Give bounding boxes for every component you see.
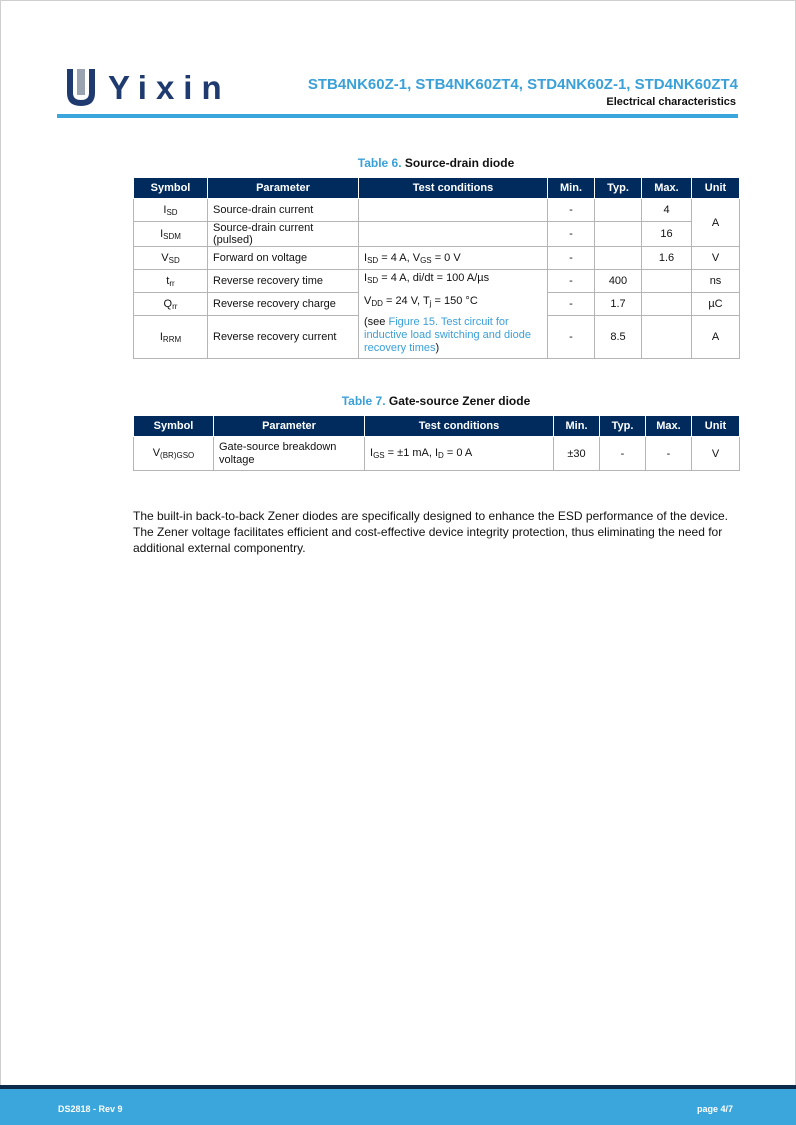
condition-line: $I_{SD} = 4$ A, di/dt = 100 A/µs — [364, 272, 490, 285]
min-cell: - — [548, 316, 595, 359]
col-header: Parameter — [214, 416, 365, 437]
typ-cell: 1.7 — [595, 293, 642, 316]
col-header: Test conditions — [359, 178, 548, 199]
conditions-cell: $I_{GS} = \pm 1$ mA, $I_D = 0$ A — [365, 437, 554, 471]
typ-cell — [595, 199, 642, 222]
typ-cell: - — [600, 437, 646, 471]
max-cell: 16 — [642, 222, 692, 247]
col-header: Min. — [548, 178, 595, 199]
table-row — [134, 437, 740, 471]
parameter-cell: Reverse recovery time — [208, 270, 359, 293]
symbol-cell: $V_{(BR)GSO}$ — [134, 437, 214, 471]
source-drain-diode-table — [133, 177, 740, 359]
unit-cell: µC — [692, 293, 740, 316]
conditions-cell — [359, 270, 548, 359]
col-header: Typ. — [600, 416, 646, 437]
min-cell: - — [548, 199, 595, 222]
table6-caption — [133, 156, 739, 170]
col-header: Max. — [642, 178, 692, 199]
logo-text: Yixin — [108, 69, 231, 106]
gate-source-zener-table — [133, 415, 740, 471]
col-header: Unit — [692, 416, 740, 437]
table-header-row — [134, 178, 740, 199]
conditions-cell — [359, 199, 548, 222]
min-cell: ±30 — [554, 437, 600, 471]
table6-title: Source-drain diode — [404, 156, 515, 170]
min-cell: - — [548, 293, 595, 316]
condition-line: $V_{DD} = 24$ V, $T_j = 150$ °C — [364, 295, 478, 308]
table-row — [134, 222, 740, 247]
table7-caption — [133, 394, 739, 408]
conditions-cell: $I_{SD} = 4$ A, $V_{GS} = 0$ V — [359, 247, 548, 270]
zener-description-paragraph: The built-in back-to-back Zener diodes are specifically designed to enhance the ESD performance of the device. The Zener voltage facilitates efficient and cost-effective device integrity protection, thus eliminating the need for additional external componentry. — [133, 509, 728, 555]
document-revision: DS2818 - Rev 9 — [58, 1104, 123, 1114]
col-header: Min. — [554, 416, 600, 437]
table-row — [134, 247, 740, 270]
parameter-cell: Gate-source breakdown voltage — [214, 437, 365, 471]
unit-cell: V — [692, 247, 740, 270]
table-row — [134, 270, 740, 293]
section-title: Electrical characteristics — [606, 96, 736, 108]
company-logo — [64, 66, 231, 110]
typ-cell — [595, 222, 642, 247]
parameter-cell: Forward on voltage — [208, 247, 359, 270]
table7-number: Table 7. — [341, 394, 386, 408]
min-cell: - — [548, 270, 595, 293]
table-header-row — [134, 416, 740, 437]
col-header: Max. — [646, 416, 692, 437]
min-cell: - — [548, 222, 595, 247]
max-cell — [642, 270, 692, 293]
unit-cell: A — [692, 316, 740, 359]
conditions-cell — [359, 222, 548, 247]
unit-cell: ns — [692, 270, 740, 293]
symbol-cell: $I_{SD}$ — [134, 199, 208, 222]
header-rule — [57, 114, 738, 118]
parameter-cell: Reverse recovery charge — [208, 293, 359, 316]
parameter-cell: Source-drain current — [208, 199, 359, 222]
max-cell: 1.6 — [642, 247, 692, 270]
symbol-cell: $V_{SD}$ — [134, 247, 208, 270]
parameter-cell: Source-drain current (pulsed) — [208, 222, 359, 247]
unit-cell: A — [692, 199, 740, 247]
unit-cell: V — [692, 437, 740, 471]
min-cell: - — [548, 247, 595, 270]
logo-mark-icon — [64, 67, 98, 109]
max-cell: 4 — [642, 199, 692, 222]
max-cell — [642, 293, 692, 316]
col-header: Test conditions — [365, 416, 554, 437]
col-header: Symbol — [134, 178, 208, 199]
typ-cell: 400 — [595, 270, 642, 293]
col-header: Unit — [692, 178, 740, 199]
typ-cell: 8.5 — [595, 316, 642, 359]
figure-15-link[interactable]: Figure 15. Test circuit for inductive load switching and diode recovery times — [364, 316, 531, 354]
table-row — [134, 199, 740, 222]
symbol-cell: $I_{RRM}$ — [134, 316, 208, 359]
symbol-cell: $t_{rr}$ — [134, 270, 208, 293]
page-number: page 4/7 — [696, 1104, 733, 1114]
document-title: STB4NK60Z-1, STB4NK60ZT4, STD4NK60Z-1, STD4NK60ZT4 — [307, 76, 738, 93]
typ-cell — [595, 247, 642, 270]
col-header: Typ. — [595, 178, 642, 199]
condition-line: (see Figure 15. Test circuit for inductive load switching and diode recovery times) — [364, 316, 531, 354]
table7-title: Gate-source Zener diode — [388, 394, 531, 408]
table6-number: Table 6. — [357, 156, 402, 170]
symbol-cell: $Q_{rr}$ — [134, 293, 208, 316]
col-header: Parameter — [208, 178, 359, 199]
parameter-cell: Reverse recovery current — [208, 316, 359, 359]
max-cell: - — [646, 437, 692, 471]
max-cell — [642, 316, 692, 359]
symbol-cell: $I_{SDM}$ — [134, 222, 208, 247]
col-header: Symbol — [134, 416, 214, 437]
